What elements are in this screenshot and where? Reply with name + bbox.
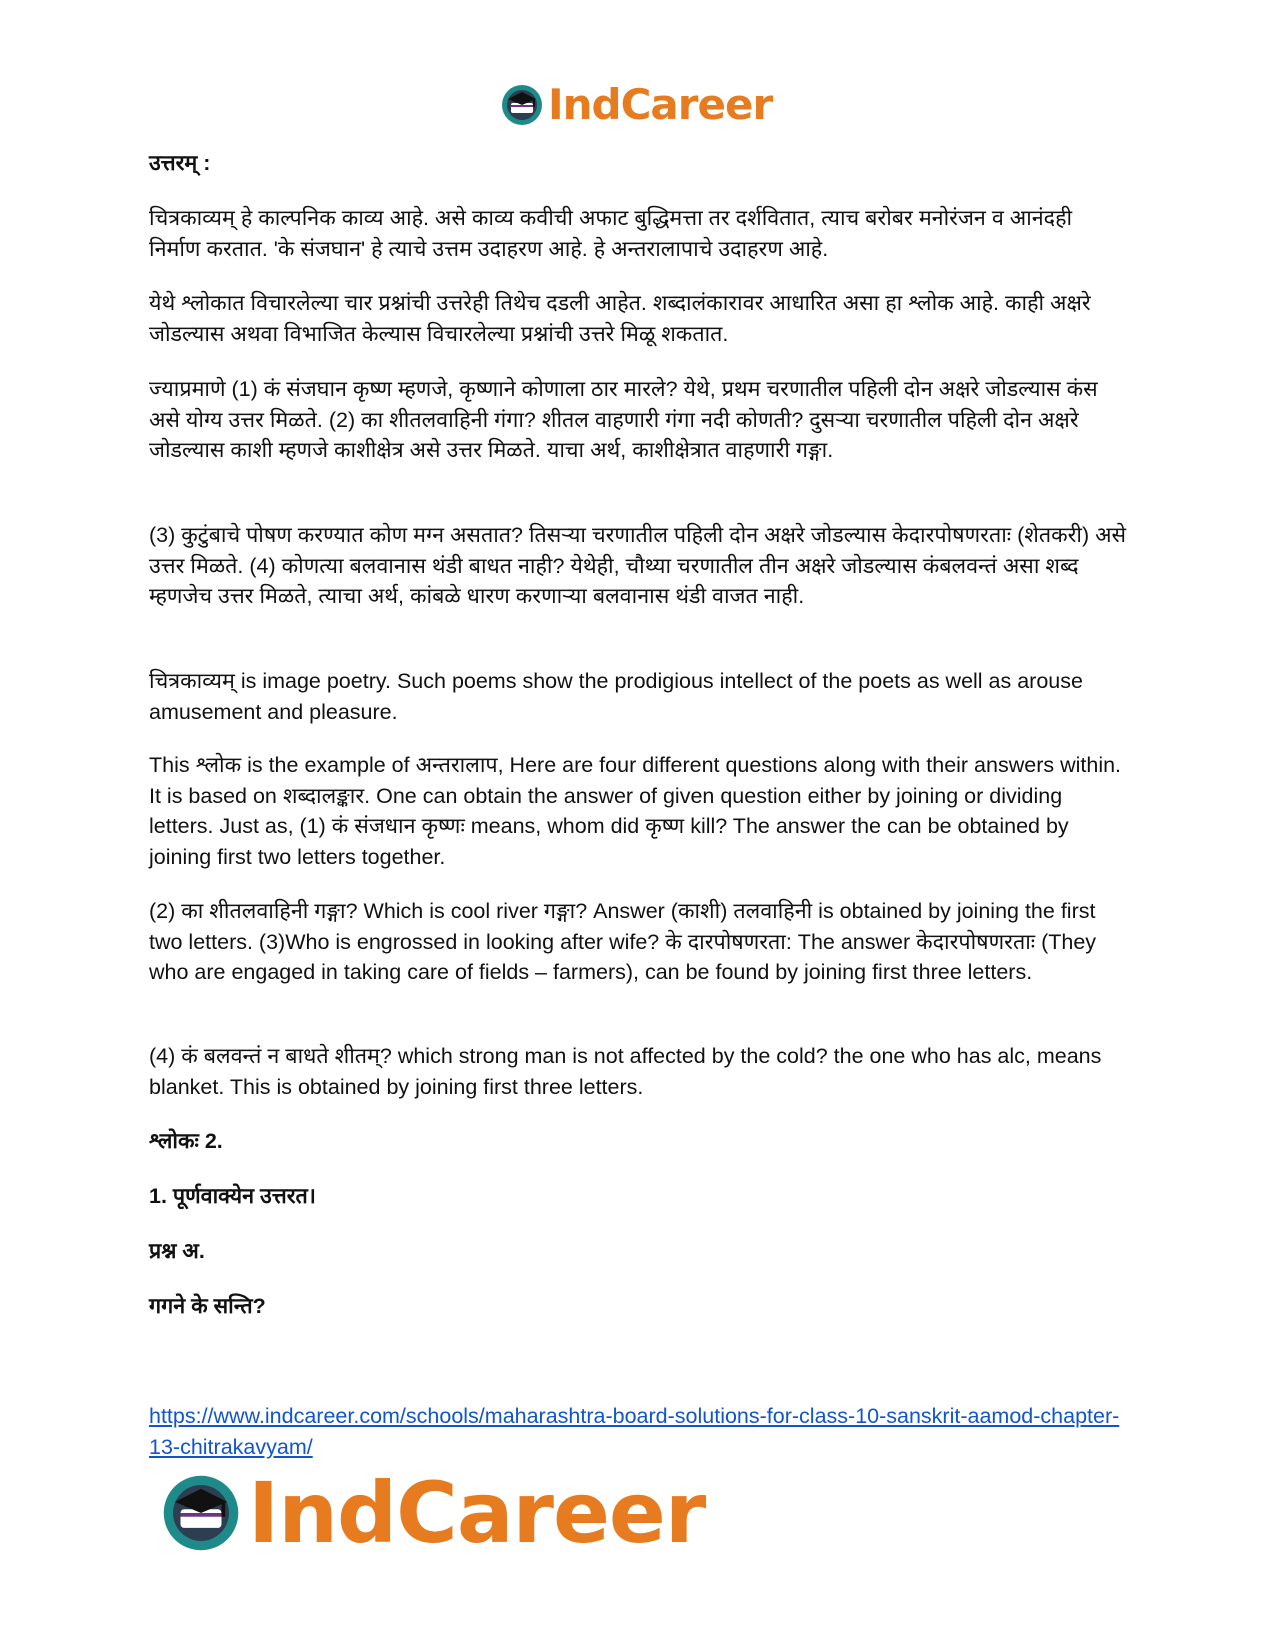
graduation-globe-icon [500,83,544,127]
paragraph: (4) कं बलवन्तं न बाधते शीतम्? which strong man is not affected by the cold? the one who has alc, means blanket. This is obtained by joining first three letters. [149,1044,1102,1099]
paragraph: चित्रकाव्यम् हे काल्पनिक काव्य आहे. असे काव्य कवीची अफाट बुद्धिमत्ता तर दर्शवितात, त्याच बरोबर मनोरंजन व आनंदही निर्माण करतात. 'के संजघान' हे त्याचे उत्तम उदाहरण आहे. हे अन्तरालापाचे उदाहरण आहे. [149,206,1073,261]
answer-heading: उत्तरम् : [149,151,211,175]
paragraph: This श्लोक is the example of अन्तरालाप, Here are four different questions along with their answers within. It is based on शब्दालङ्कार. One can obtain the answer of given question either by joining or dividing letters. Just as, (1) कं संजधान कृष्णः means, whom did कृष्ण kill? The answer the can be obtained by joining first two letters together. [149,753,1122,869]
question-heading: 1. पूर्णवाक्येन उत्तरत। [149,1184,316,1208]
header-logo [500,80,772,130]
paragraph: (2) का शीतलवाहिनी गङ्गा? Which is cool river गङ्गा? Answer (काशी) तलवाहिनी is obtained by joining the first two letters. (3)Who is engrossed in looking after wife? के दारपोषणरता: The answer केदारपोषणरताः (They who are engaged in taking care of fields – farmers), can be found by joining first three letters. [149,899,1097,984]
shloka-heading: श्लोकः 2. [149,1129,223,1153]
brand-name: IndCareer [548,80,773,129]
paragraph: चित्रकाव्यम् is image poetry. Such poems show the prodigious intellect of the poets as well as arouse amusement and pleasure. [149,669,1083,724]
paragraph: येथे श्लोकात विचारलेल्या चार प्रश्नांची उत्तरेही तिथेच दडली आहेत. शब्दालंकारावर आधारित असा हा श्लोक आहे. काही अक्षरे जोडल्यास अथवा विभाजित केल्यास विचारलेल्या प्रश्नांची उत्तरे मिळू शकतात. [149,291,1091,346]
question-label: प्रश्न अ. [149,1239,205,1263]
graduation-globe-icon [160,1472,242,1554]
brand-name: IndCareer [248,1464,706,1562]
source-link[interactable]: https://www.indcareer.com/schools/maharashtra-board-solutions-for-class-10-sanskrit-aamod-chapter-13-chitrakavyam/ [149,1404,1120,1459]
question-text: गगने के सन्ति? [149,1294,266,1318]
paragraph: ज्याप्रमाणे (1) कं संजघान कृष्ण म्हणजे, कृष्णाने कोणाला ठार मारले? येथे, प्रथम चरणातील पहिली दोन अक्षरे जोडल्यास कंस असे योग्य उत्तर मिळते. (2) का शीतलवाहिनी गंगा? शीतल वाहणारी गंगा नदी कोणती? दुसऱ्या चरणातील पहिली दोन अक्षरे जोडल्यास काशी म्हणजे काशीक्षेत्र असे उत्तर मिळते. याचा अर्थ, काशीक्षेत्रात वाहणारी गङ्गा. [149,377,1098,462]
footer-logo [160,1464,706,1562]
paragraph: (3) कुटुंबाचे पोषण करण्यात कोण मग्न असतात? तिसऱ्या चरणातील पहिली दोन अक्षरे जोडल्यास केदारपोषणरताः (शेतकरी) असे उत्तर मिळते. (4) कोणत्या बलवानास थंडी बाधत नाही? येथेही, चौथ्या चरणातील तीन अक्षरे जोडल्यास कंबलवन्तं असा शब्द म्हणजेच उत्तर मिळते, त्याचा अर्थ, कांबळे धारण करणाऱ्या बलवानास थंडी वाजत नाही. [149,523,1127,608]
